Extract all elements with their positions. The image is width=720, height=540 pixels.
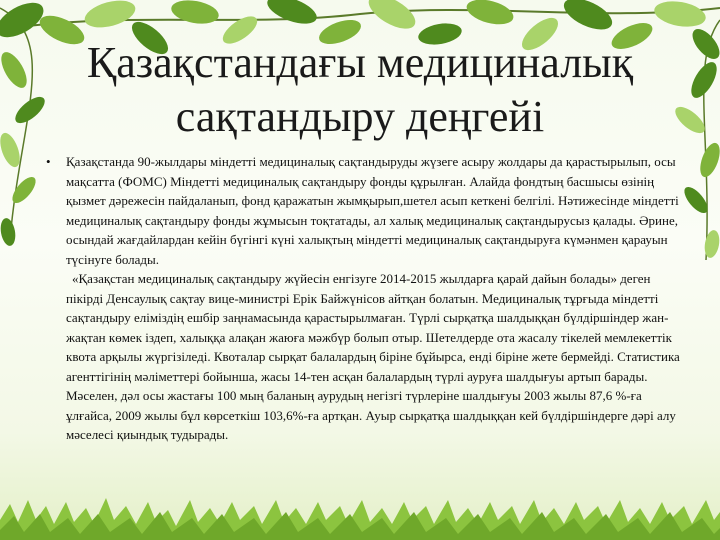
leaf-icon — [688, 24, 720, 63]
slide-body — [46, 152, 686, 445]
bullet-icon: • — [46, 154, 51, 169]
leaf-icon — [363, 0, 420, 35]
branch-stem — [0, 8, 32, 240]
leaf-icon — [82, 0, 138, 32]
bullet-item — [46, 152, 686, 445]
leaf-icon — [464, 0, 516, 29]
leaf-icon — [8, 173, 39, 207]
leaf-icon — [0, 48, 32, 92]
leaf-icon — [696, 140, 720, 179]
paragraph-1: Қазақстанда 90-жылдары міндетті медициналық сақтандыруды жүзеге асыру жолдары да қарастырылып, осы мақсатта (ФОМС) Міндетті медициналық сақтандыру фонды құрылған. Алайда фондтың басшысы өзінің қызмет дәрежесін пайдаланып, фонд қаражатын жымқырып,шетел асып кеткені белгілі. Нәтижесінде міндетті медициналық сақтандыру фонды жұмысын тоқтатады, ал халық медициналық сақтандырусыз қалады. Әрине, осындай жағдайлардан кейін бүгінгі күні халықтың міндетті медициналық сақтандыруға күмәнмен қарауын түсінуге болады. — [66, 154, 679, 267]
grass-decoration — [0, 490, 720, 540]
leaf-icon — [559, 0, 616, 36]
leaf-icon — [703, 229, 720, 259]
leaf-icon — [686, 58, 720, 102]
leaf-icon — [652, 0, 707, 30]
slide-title-line-2: сақтандыру деңгейі — [175, 92, 545, 141]
bullet-text — [66, 152, 686, 445]
slide-title-line-1: Қазақстандағы медициналық — [86, 38, 634, 87]
paragraph-2: «Қазақстан медициналық сақтандыру жүйесін енгізуге 2014-2015 жылдарға қарай дайын болады» деген пікірді Денсаулық сақтау вице-министрі Ерік Байжүнісов айтқан болатын. Медициналық тұрғыда міндетті сақтандыру еліміздің ешбір заңнамасында қарастырылмаған. Түрлі сырқатқа шалдыққан бүлдіршіндер жан-жақтан көмек іздеп, халыққа алақан жаюға мәжбүр болып отыр. Шетелдерде ота жасалу тікелей мемлекеттік квота арқылы жүргізіледі. Квоталар сырқат балалардың біріне бұйырса, енді біріне жете бермейді. Статистика агенттігінің мәліметтері бойынша, жасы 14-тен асқан балалардың түрлі ауруға шалдығуы артып барады. Мәселен, дәл осы жастағы 100 мың баланың аурудың негізгі түрлеріне шалдығуы 2003 жылы 87,6 %-ға ұлғайса, 2009 жылы бұл көрсеткіш 103,6%-ға артқан. Ауыр сырқатқа шалдыққан кей бүлдіршіндерге дәрі алу мәселесі қиындық тудырады. — [66, 271, 680, 442]
leaf-icon — [0, 217, 17, 247]
leaf-icon — [169, 0, 220, 27]
slide-title — [40, 36, 680, 144]
leaf-icon — [264, 0, 320, 29]
